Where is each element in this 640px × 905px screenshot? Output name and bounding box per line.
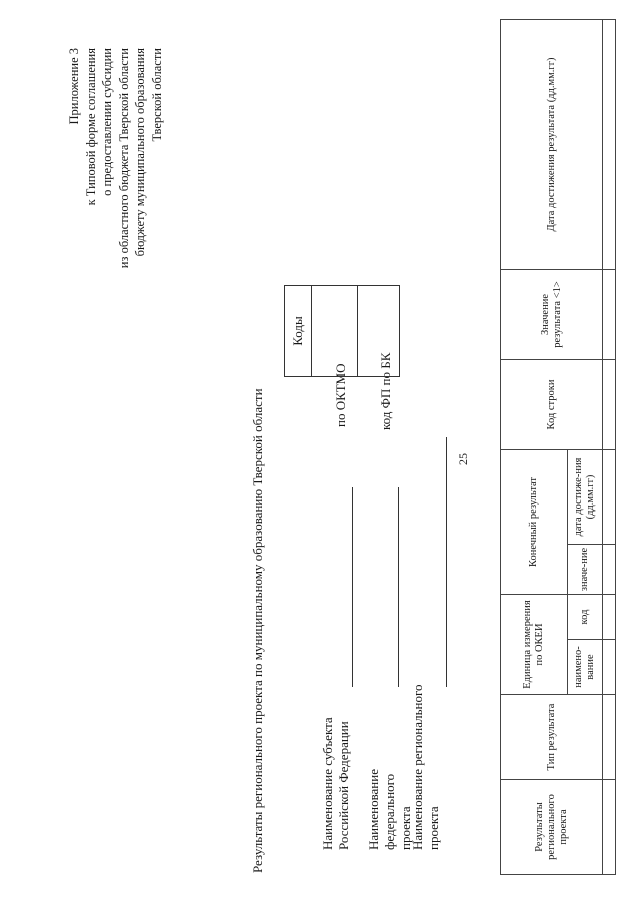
header-final-value: значе-ние bbox=[568, 545, 603, 595]
appendix-line: Тверской области bbox=[149, 48, 164, 142]
regional-label-line: Наименование регионального bbox=[410, 684, 425, 850]
federal-label-line: проекта bbox=[398, 806, 413, 850]
federal-project-label bbox=[366, 690, 414, 850]
subject-label-line: Российской Федерации bbox=[336, 721, 351, 850]
document-title: Результаты регионального проекта по муниципальному образованию Тверской области bbox=[250, 388, 265, 873]
header-final-date: дата достиже-ния (дд.мм.гг) bbox=[568, 450, 603, 545]
table-cell[interactable] bbox=[603, 270, 616, 360]
table-cell[interactable] bbox=[603, 450, 616, 545]
table-cell[interactable] bbox=[603, 695, 616, 780]
federal-project-fill-line[interactable] bbox=[398, 487, 399, 687]
appendix-header bbox=[66, 48, 165, 568]
oktmo-code-cell[interactable] bbox=[312, 286, 358, 376]
subject-label-line: Наименование субъекта bbox=[320, 717, 335, 850]
table-cell[interactable] bbox=[603, 545, 616, 595]
header-results: Результаты регионального проекта bbox=[501, 780, 603, 875]
table-cell[interactable] bbox=[603, 780, 616, 875]
header-row-code: Код строки bbox=[501, 360, 603, 450]
header-final: Конечный результат bbox=[501, 450, 568, 595]
oktmo-label: по ОКТМО bbox=[333, 363, 348, 427]
federal-label-line: Наименование федерального bbox=[366, 769, 397, 850]
subject-label bbox=[320, 690, 352, 850]
page-number: 25 bbox=[456, 453, 470, 465]
regional-project-fill-line[interactable] bbox=[446, 437, 447, 687]
fp-code-label: код ФП по БК bbox=[378, 352, 393, 430]
appendix-line: бюджету муниципального образования bbox=[133, 48, 147, 257]
results-table bbox=[500, 19, 616, 875]
header-value: Значение результата <1> bbox=[501, 270, 603, 360]
codes-header: Коды bbox=[285, 286, 312, 376]
header-type: Тип результата bbox=[501, 695, 603, 780]
header-unit-name: наимено-вание bbox=[568, 640, 603, 695]
appendix-line: о предоставлении субсидии bbox=[100, 48, 114, 196]
table-cell[interactable] bbox=[603, 20, 616, 270]
table-cell[interactable] bbox=[603, 595, 616, 640]
codes-box bbox=[284, 285, 400, 377]
table-cell[interactable] bbox=[603, 640, 616, 695]
regional-project-label bbox=[410, 670, 442, 850]
appendix-line: из областного бюджета Тверской области bbox=[116, 48, 131, 269]
appendix-line: к Типовой форме соглашения bbox=[83, 48, 98, 206]
subject-fill-line[interactable] bbox=[352, 487, 353, 687]
header-unit-code: код bbox=[568, 595, 603, 640]
regional-label-line: проекта bbox=[426, 806, 441, 850]
appendix-line: Приложение 3 bbox=[67, 48, 81, 125]
header-date: Дата достижения результата (дд.мм.гг) bbox=[501, 20, 603, 270]
header-unit: Единица измерения по ОКЕИ bbox=[501, 595, 568, 695]
table-cell[interactable] bbox=[603, 360, 616, 450]
